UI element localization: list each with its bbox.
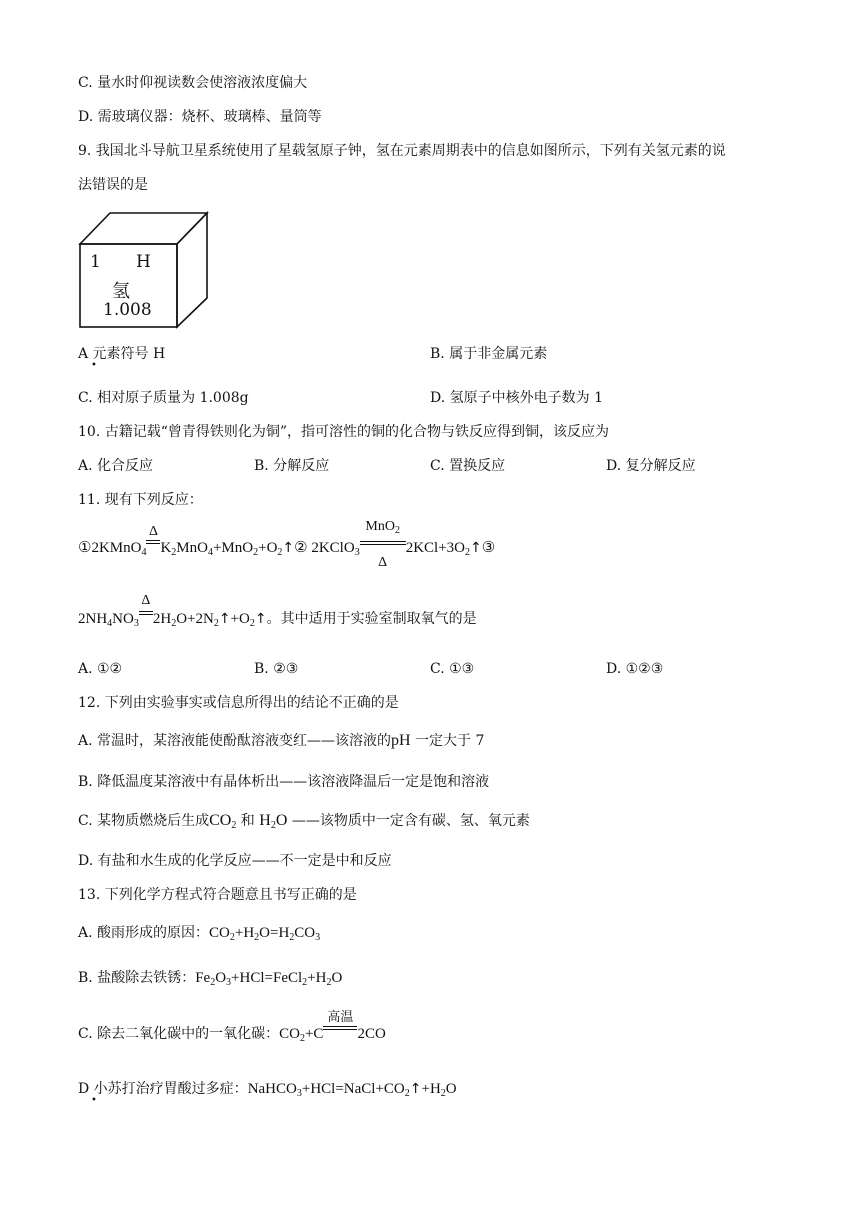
- q12-stem: 12. 下列由实验事实或信息所得出的结论不正确的是: [78, 695, 399, 711]
- high-temp-condition: 高温: [327, 1010, 354, 1025]
- q13-option-c: C. 除去二氧化碳中的一氧化碳：$CO_2+C$ 高温 2CO: [78, 1010, 386, 1044]
- option-d-prev: D. 需玻璃仪器：烧杯、玻璃棒、量筒等: [78, 109, 322, 125]
- q9-stem-line1: 9. 我国北斗导航卫星系统使用了星载氢原子钟，氢在元素周期表中的信息如图所示，下列有关氢元素的说: [78, 143, 726, 159]
- q9-option-c: C. 相对原子质量为 1.008g: [78, 390, 249, 406]
- heat-symbol-3: Δ: [141, 593, 151, 608]
- q11-reaction-line1: ①2KMnO$_4$ Δ $K_2MnO_4+MnO_2+O_2↑②$ 2KClO$_3$ MnO$_2$ Δ $2KCl+3O_2↑③$: [78, 519, 496, 570]
- q11-stem: 11. 现有下列反应：: [78, 492, 203, 508]
- q10-stem: 10. 古籍记载“曾青得铁则化为铜”，指可溶性的铜的化合物与铁反应得到铜，该反应为: [78, 424, 610, 440]
- heat-symbol: Δ: [148, 524, 158, 539]
- q12-option-d: D. 有盐和水生成的化学反应——不一定是中和反应: [78, 853, 392, 869]
- q13-option-a: A. 酸雨形成的原因：$CO_2+H_2O=H_2CO_3$: [78, 925, 321, 943]
- q13-stem: 13. 下列化学方程式符合题意且书写正确的是: [78, 887, 357, 903]
- q10-option-c: C. 置换反应: [430, 458, 506, 474]
- dot-mark-d: •: [91, 1095, 97, 1106]
- catalyst-label: MnO$_2$: [365, 519, 400, 536]
- dot-mark: •: [91, 360, 97, 371]
- q10-option-d: D. 复分解反应: [606, 458, 696, 474]
- q13-option-d: D 小苏打治疗胃酸过多症：$NaHCO_3+HCl=NaCl+CO_2↑+H_2O$: [78, 1081, 457, 1099]
- heat-symbol-below: Δ: [378, 555, 388, 570]
- q12-option-c: C. 某物质燃烧后生成$CO_2$ 和 $H_2O$ ——该物质中一定含有碳、氢、氧元素: [78, 812, 530, 831]
- q13-option-b: B. 盐酸除去铁锈：$Fe_2O_3+HCl=FeCl_2+H_2O$: [78, 970, 343, 988]
- q11-option-c: C. ①③: [430, 661, 475, 677]
- q12-option-b: B. 降低温度某溶液中有晶体析出——该溶液降温后一定是饱和溶液: [78, 774, 490, 790]
- q9-stem-line2: 法错误的是: [78, 177, 148, 193]
- q11-option-b: B. ②③: [254, 661, 299, 677]
- element-symbol: H: [136, 252, 151, 272]
- q9-option-b: B. 属于非金属元素: [430, 346, 548, 362]
- element-atomic-mass: 1.008: [103, 300, 152, 320]
- q12-option-a: A. 常温时，某溶液能使酚酞溶液变红——该溶液的pH 一定大于 7: [78, 732, 485, 749]
- q11-option-a: A. ①②: [78, 661, 123, 677]
- q9-option-a: A 元素符号 H: [78, 346, 166, 362]
- q9-option-d: D. 氢原子中核外电子数为 1: [430, 390, 603, 406]
- element-atomic-number: 1: [90, 252, 101, 272]
- q11-tail: 。其中适用于实验室制取氧气的是: [266, 611, 477, 627]
- q10-option-b: B. 分解反应: [254, 458, 330, 474]
- option-c-prev: C. 量水时仰视读数会使溶液浓度偏大: [78, 75, 308, 91]
- q11-reaction-line2: $2NH_4NO_3$ Δ $2H_2O+2N_2↑+O_2↑$。其中适用于实验室制取氧气的是: [78, 593, 477, 629]
- q10-option-a: A. 化合反应: [78, 458, 154, 474]
- element-name: 氢: [112, 281, 130, 302]
- q11-option-d: D. ①②③: [606, 661, 664, 677]
